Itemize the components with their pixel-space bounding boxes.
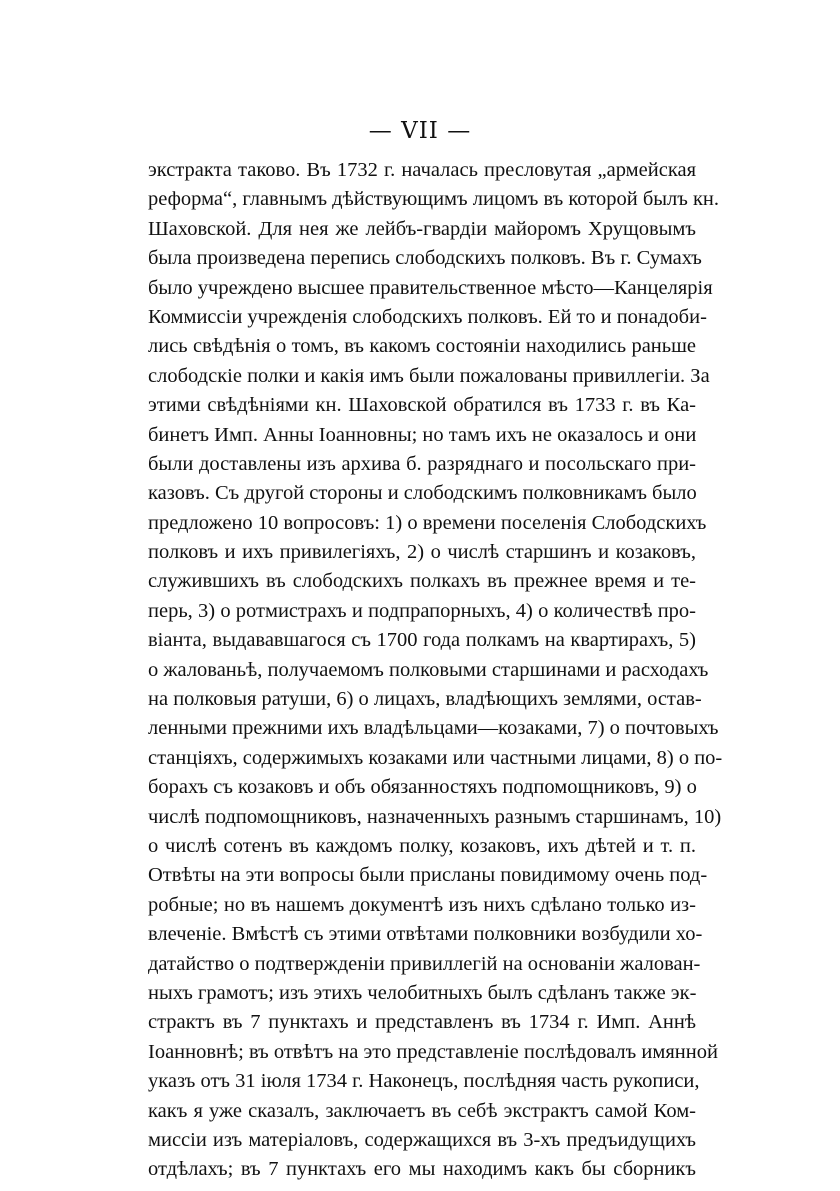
text-line: предложено 10 вопросовъ: 1) о времени поселенія Слободскихъ [148,511,707,534]
text-line: полковъ и ихъ привилегіяхъ, 2) о числѣ старшинъ и козаковъ, [148,541,696,564]
text-line: борахъ съ козаковъ и объ обязанностяхъ подпомощниковъ, 9) о [148,776,697,799]
text-line: ленными прежними ихъ владѣльцами—козаками, 7) о почтовыхъ [148,717,719,740]
text-line: на полковыя ратуши, 6) о лицахъ, владѣющихъ землями, остав- [148,688,702,711]
text-line: были доставлены изъ архива б. разряднаго и посольскаго при- [148,452,696,475]
text-line: Коммиссіи учрежденія слободскихъ полковъ. Ей то и понадоби- [148,305,707,328]
text-line: ныхъ грамотъ; изъ этихъ челобитныхъ былъ сдѣланъ также эк- [148,981,697,1004]
text-line: этими свѣдѣніями кн. Шаховской обратился въ 1733 г. въ Ка- [148,394,696,417]
text-line: слободскіе полки и какія имъ были пожалованы привиллегіи. За [148,364,710,387]
text-line: лись свѣдѣнія о томъ, въ какомъ состояніи находились раньше [148,335,696,358]
text-line: реформа“, главнымъ дѣйствующимъ лицомъ въ которой былъ кн. [148,188,720,211]
text-line: віанта, выдававшагося съ 1700 года полкамъ на квартирахъ, 5) [148,629,696,652]
body-text [148,156,723,1185]
text-line: о числѣ сотенъ въ каждомъ полку, козаковъ, ихъ дѣтей и т. п. [148,834,696,857]
text-line: отдѣлахъ; въ 7 пунктахъ его мы находимъ какъ бы сборникъ [148,1158,696,1181]
text-line: бинетъ Имп. Анны Іоанновны; но тамъ ихъ не оказалось и они [148,423,697,446]
text-line: экстракта таково. Въ 1732 г. началась пресловутая „армейская [148,159,696,181]
text-line: Отвѣты на эти вопросы были присланы повидимому очень под- [148,864,708,887]
text-line: о жалованьѣ, получаемомъ полковыми старшинами и расходахъ [148,658,709,681]
text-line: миссіи изъ матеріаловъ, содержащихся въ 3-хъ предъидущихъ [148,1128,696,1151]
text-line: станціяхъ, содержимыхъ козаками или частными лицами, 8) о по- [148,746,723,769]
page-number: — VII — [368,118,472,144]
text-line: какъ я уже сказалъ, заключаетъ въ себѣ экстрактъ самой Ком- [148,1099,696,1122]
text-line: Шаховской. Для нея же лейбъ-гвардіи майоромъ Хрущовымъ [148,217,696,240]
text-line: было учреждено высшее правительственное мѣсто—Канцелярія [148,276,713,299]
text-line: казовъ. Съ другой стороны и слободскимъ полковникамъ было [148,482,697,505]
text-line: Іоанновнѣ; въ отвѣтъ на это представленіе послѣдовалъ имянной [148,1040,718,1063]
text-line: перь, 3) о ротмистрахъ и подпрапорныхъ, 4) о количествѣ про- [148,599,696,622]
text-line: страктъ въ 7 пунктахъ и представленъ въ 1734 г. Имп. Аннѣ [148,1011,696,1034]
text-line: робные; но въ нашемъ документѣ изъ нихъ сдѣлано только из- [148,893,696,916]
text-line: влеченіе. Вмѣстѣ съ этими отвѣтами полковники возбудили хо- [148,923,703,946]
text-line: указъ отъ 31 іюля 1734 г. Наконецъ, послѣдняя часть рукописи, [148,1070,700,1093]
text-line: служившихъ въ слободскихъ полкахъ въ прежнее время и те- [148,570,696,593]
text-line: была произведена перепись слободскихъ полковъ. Въ г. Сумахъ [148,247,702,270]
text-line: числѣ подпомощниковъ, назначенныхъ разнымъ старшинамъ, 10) [148,805,722,828]
text-line: датайство о подтвержденіи привиллегій на основаніи жалован- [148,952,701,975]
